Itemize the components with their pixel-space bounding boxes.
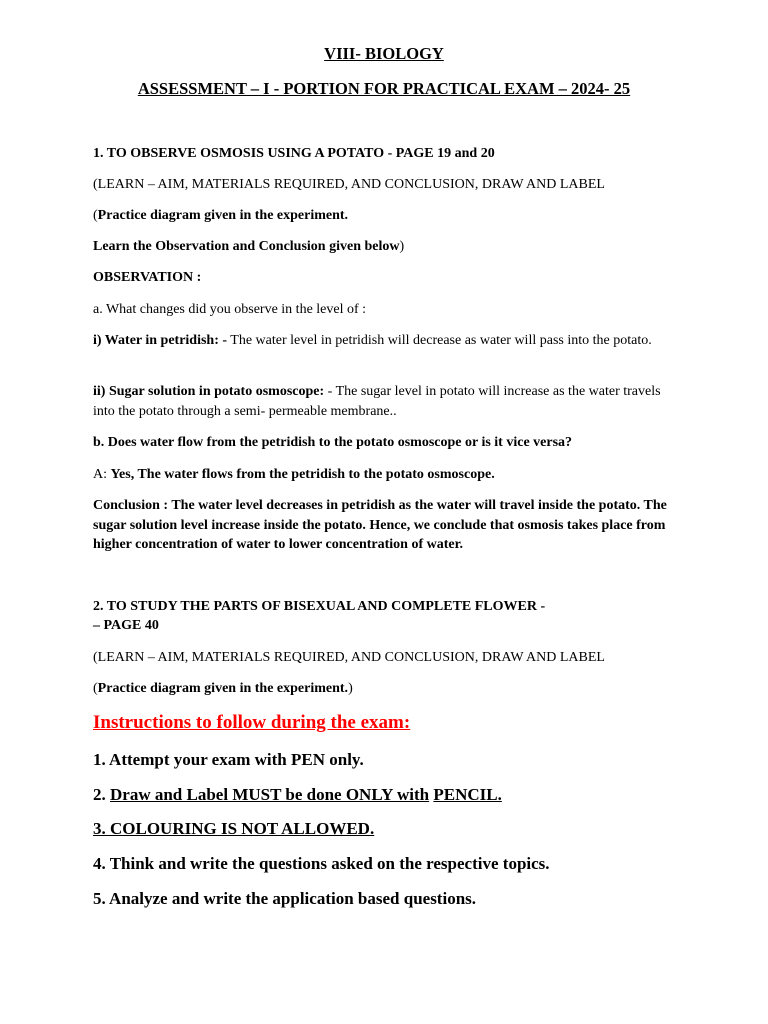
open-paren: ( xyxy=(93,681,98,696)
observation-label: OBSERVATION : xyxy=(93,270,202,285)
section1-learn-observation xyxy=(93,237,683,257)
observation-ii-label: ii) Sugar solution in potato osmoscope: xyxy=(93,384,325,399)
close-paren: ) xyxy=(399,239,405,254)
observation-ii-text: - The sugar level in potato will increase as the water travels into the potato through a semi- permeable membrane.. xyxy=(93,384,661,419)
observation-i-text: The water level in petridish will decrease as water will pass into the potato. xyxy=(227,333,652,348)
section1-learn: (LEARN – AIM, MATERIALS REQUIRED, AND CONCLUSION, DRAW AND LABEL xyxy=(93,177,605,192)
section2-practice xyxy=(93,679,683,699)
conclusion: Conclusion : The water level decreases in petridish as the water will travel inside the potato. The sugar solution level increase inside the potato. Hence, we conclude that osmosis takes place from higher concentration of water to lower concentration of water. xyxy=(93,498,667,552)
section1-heading: 1. TO OBSERVE OSMOSIS USING A POTATO - PAGE 19 and 20 xyxy=(93,146,495,161)
answer-b xyxy=(93,465,683,485)
instructions-heading: Instructions to follow during the exam: xyxy=(93,712,411,733)
instruction-5: 5. Analyze and write the application based questions. xyxy=(93,889,477,908)
section2-heading-line1: 2. TO STUDY THE PARTS OF BISEXUAL AND COMPLETE FLOWER - xyxy=(93,599,546,614)
instruction-2-part2: PENCIL. xyxy=(433,785,502,804)
observation-i xyxy=(93,331,683,351)
section1-practice xyxy=(93,206,683,226)
section2-learn: (LEARN – AIM, MATERIALS REQUIRED, AND CONCLUSION, DRAW AND LABEL xyxy=(93,650,605,665)
section2-heading-line2: – PAGE 40 xyxy=(93,618,159,633)
document-title: VIII- BIOLOGY xyxy=(324,44,444,63)
practice-text: Practice diagram given in the experiment. xyxy=(97,681,349,696)
answer-prefix: A: xyxy=(93,467,111,482)
close-paren: ) xyxy=(348,681,353,696)
instruction-1: 1. Attempt your exam with PEN only. xyxy=(93,750,364,769)
observation-ii xyxy=(93,382,683,421)
instruction-2-number: 2. xyxy=(93,785,110,804)
observation-i-label: i) Water in petridish: - xyxy=(93,333,228,348)
instruction-4: 4. Think and write the questions asked on the respective topics. xyxy=(93,854,550,873)
question-a: a. What changes did you observe in the level of : xyxy=(93,302,367,317)
instruction-2-part1: Draw and Label MUST be done ONLY with xyxy=(110,785,430,804)
learn-observation-text: Learn the Observation and Conclusion given below xyxy=(93,239,400,254)
answer-text: Yes, The water flows from the petridish to the potato osmoscope. xyxy=(110,467,495,482)
practice-text: Practice diagram given in the experiment. xyxy=(97,208,349,223)
open-paren: ( xyxy=(93,208,98,223)
instruction-2 xyxy=(93,784,683,806)
document-subtitle: ASSESSMENT – I - PORTION FOR PRACTICAL EXAM – 2024- 25 xyxy=(137,79,631,98)
instruction-3: 3. COLOURING IS NOT ALLOWED. xyxy=(93,819,375,838)
question-b: b. Does water flow from the petridish to the potato osmoscope or is it vice versa? xyxy=(93,435,573,450)
